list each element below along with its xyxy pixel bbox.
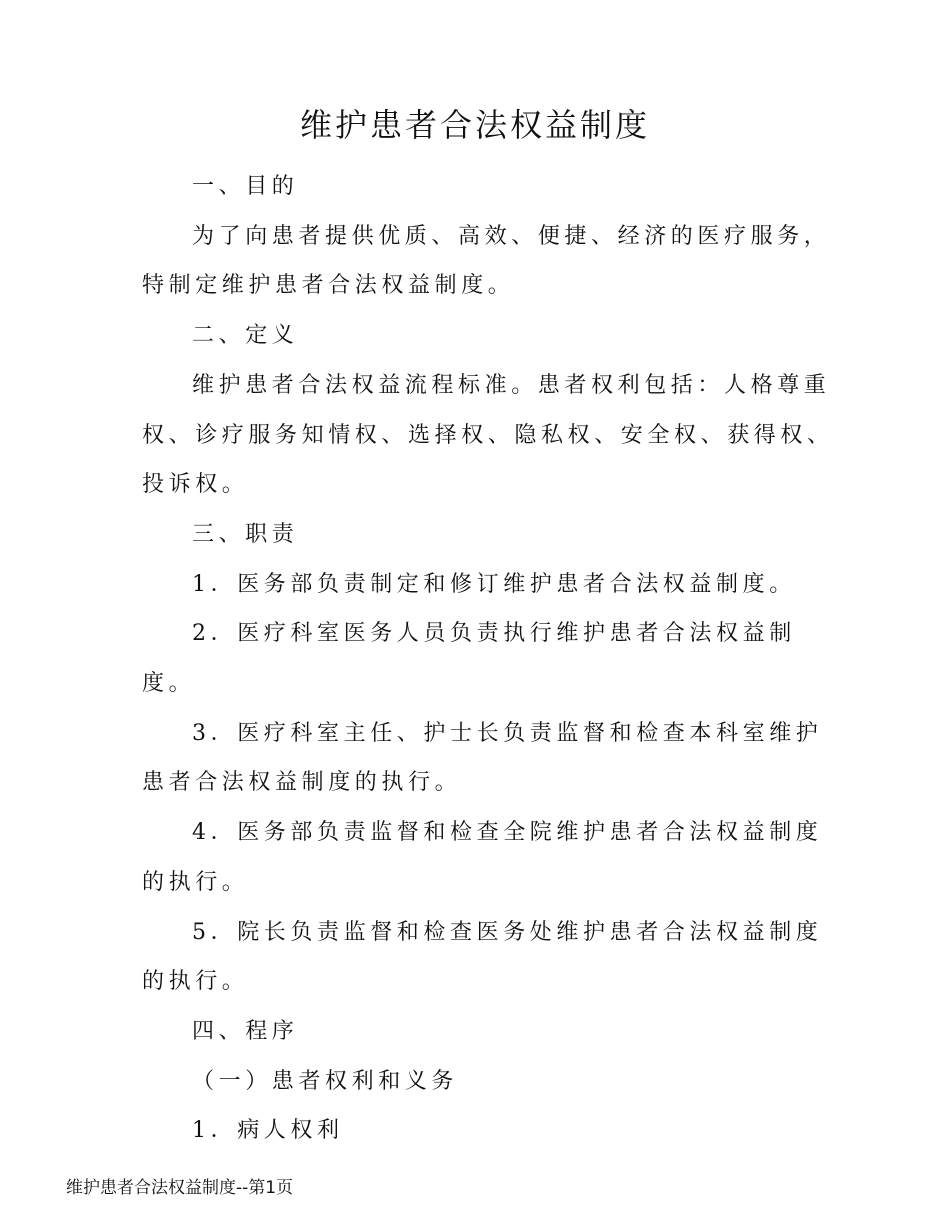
responsibility-item-5: 5．院长负责监督和检查医务处维护患者合法权益制度的执行。 bbox=[142, 919, 823, 995]
document-body bbox=[142, 162, 842, 1156]
subsection-heading-rights-duties: （一）患者权利和义务 bbox=[192, 1068, 459, 1094]
section-heading-purpose: 一、目的 bbox=[192, 174, 299, 199]
section-heading-definition: 二、定义 bbox=[192, 323, 299, 349]
responsibility-item-3: 3．医疗科室主任、护士长负责监督和检查本科室维护患者合法权益制度的执行。 bbox=[142, 720, 823, 796]
page-footer: 维护患者合法权益制度--第1页 bbox=[66, 1178, 294, 1198]
list-item-patient-rights: 1．病人权利 bbox=[192, 1118, 344, 1144]
section-heading-responsibilities: 三、职责 bbox=[192, 521, 299, 547]
responsibility-item-1: 1．医务部负责制定和修订维护患者合法权益制度。 bbox=[192, 571, 796, 597]
responsibility-item-2: 2．医疗科室医务人员负责执行维护患者合法权益制度。 bbox=[142, 621, 796, 697]
section-heading-procedure: 四、程序 bbox=[192, 1018, 299, 1044]
paragraph-purpose: 为了向患者提供优质、高效、便捷、经济的医疗服务，特制定维护患者合法权益制度。 bbox=[142, 223, 831, 299]
document-title: 维护患者合法权益制度 bbox=[299, 106, 650, 144]
responsibility-item-4: 4．医务部负责监督和检查全院维护患者合法权益制度的执行。 bbox=[142, 820, 823, 895]
paragraph-definition: 维护患者合法权益流程标准。患者权利包括：人格尊重权、诊疗服务知情权、选择权、隐私权、安全权、获得权、投诉权。 bbox=[142, 372, 834, 498]
